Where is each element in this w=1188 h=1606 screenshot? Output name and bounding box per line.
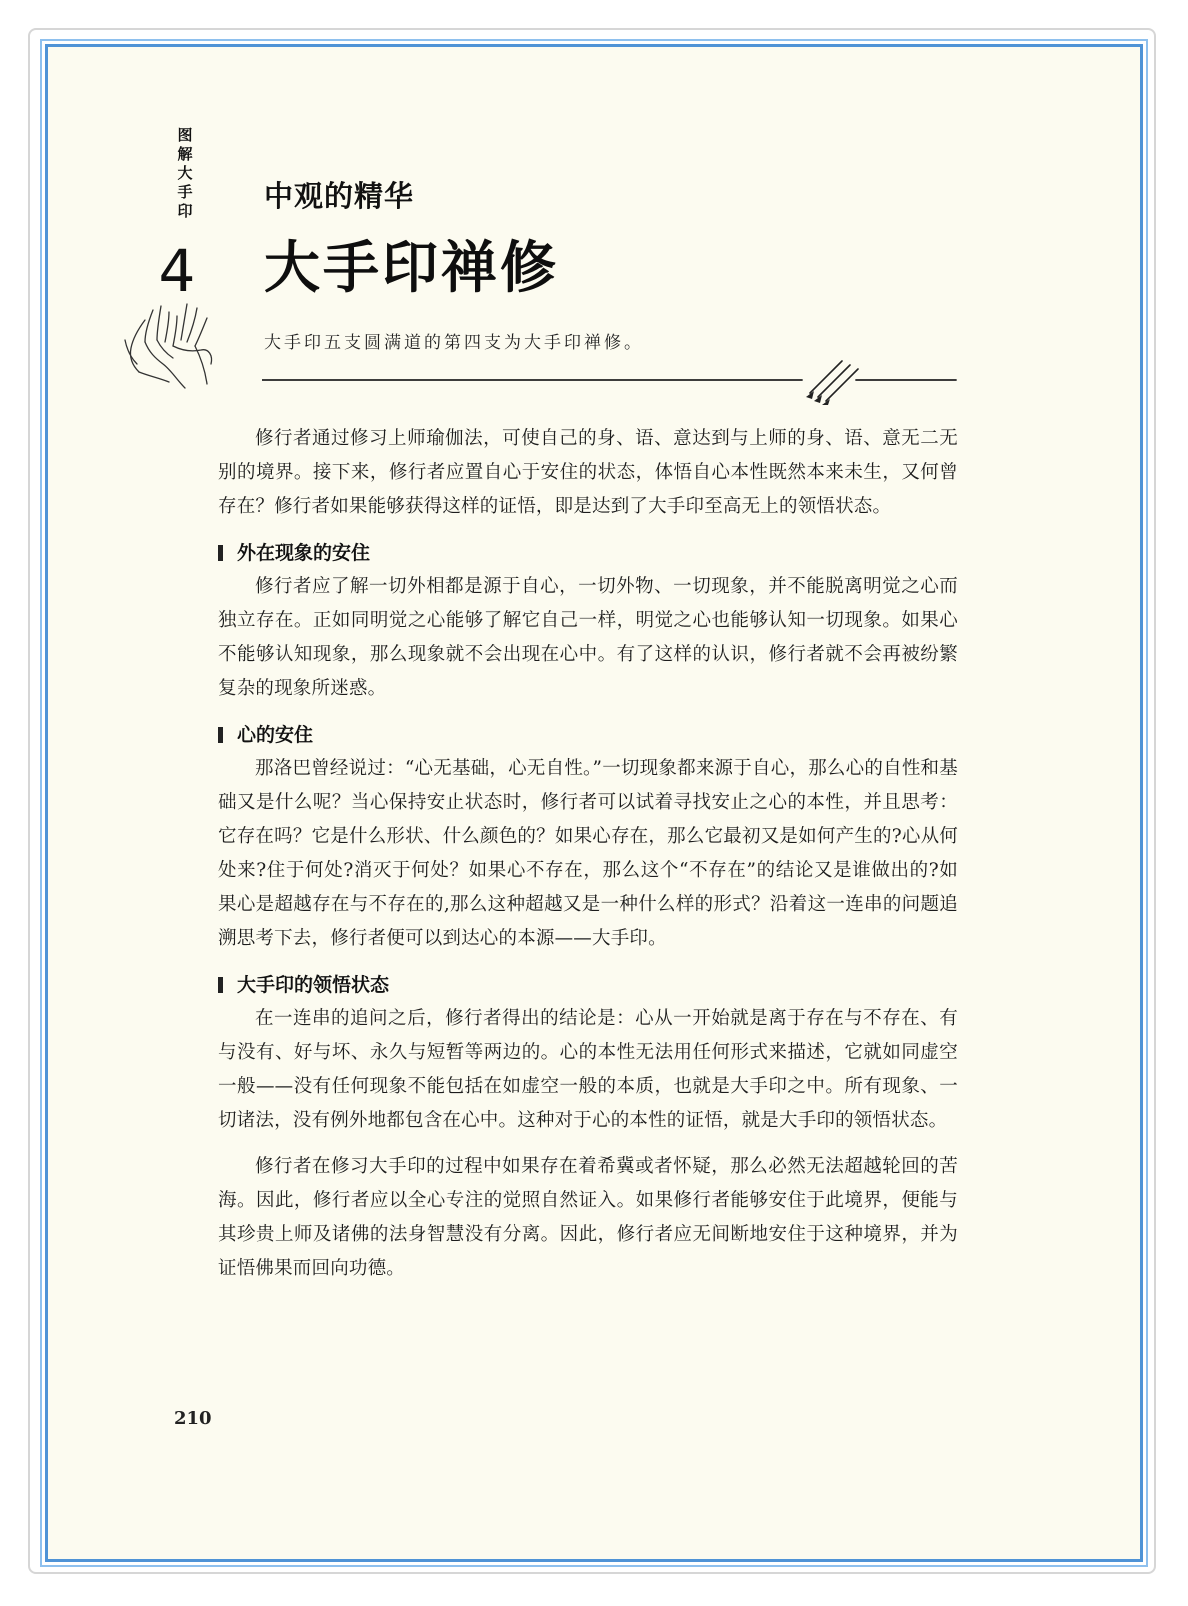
section-heading: 心的安住 (218, 718, 958, 752)
body-content (218, 422, 958, 1286)
intro-text: 大手印五支圆满道的第四支为大手印禅修。 (264, 333, 644, 353)
page-number: 210 (174, 1408, 212, 1429)
body-paragraph: 修行者通过修习上师瑜伽法，可使自己的身、语、意达到与上师的身、语、意无二无别的境界。接下来，修行者应置自心于安住的状态，体悟自心本性既然本来未生，又何曾存在？修行者如果能够获得这样的证悟，即是达到了大手印至高无上的领悟状态。 (218, 428, 958, 517)
section-subtitle: 中观的精华 (264, 179, 415, 213)
heading-bar-icon (218, 977, 223, 993)
page-title: 大手印禅修 (264, 236, 559, 301)
section-heading: 外在现象的安住 (218, 536, 958, 570)
body-paragraph: 在一连串的追问之后，修行者得出的结论是：心从一开始就是离于存在与不存在、有与没有、好与坏、永久与短暂等两边的。心的本性无法用任何形式来描述，它就如同虚空一般——没有任何现象不能包括在如虚空一般的本质，也就是大手印之中。所有现象、一切诸法，没有例外地都包含在心中。这种对于心的本性的证悟，就是大手印的领悟状态。 (218, 1008, 958, 1131)
body-paragraph: 修行者应了解一切外相都是源于自心，一切外物、一切现象，并不能脱离明觉之心而独立存在。正如同明觉之心能够了解它自己一样，明觉之心也能够认知一切现象。如果心不能够认知现象，那么现象就不会出现在心中。有了这样的认识，修行者就不会再被纷繁复杂的现象所迷惑。 (218, 576, 958, 699)
chapter-number: 4 (158, 237, 196, 305)
section-heading: 大手印的领悟状态 (218, 968, 958, 1002)
heading-bar-icon (218, 545, 223, 561)
body-paragraph: 那洛巴曾经说过：“心无基础，心无自性。”一切现象都来源于自心，那么心的自性和基础又是什么呢？当心保持安止状态时，修行者可以试着寻找安止之心的本性，并且思考：它存在吗？它是什么形状、什么颜色的？如果心存在，那么它最初又是如何产生的?心从何处来?住于何处?消灭于何处？如果心不存在，那么这个“不存在”的结论又是谁做出的?如果心是超越存在与不存在的,那么这种超越又是一种什么样的形式？沿着这一连串的问题追溯思考下去，修行者便可以到达心的本源——大手印。 (218, 758, 958, 949)
heading-bar-icon (218, 727, 223, 743)
body-paragraph: 修行者在修习大手印的过程中如果存在着希冀或者怀疑，那么必然无法超越轮回的苦海。因此，修行者应以全心专注的觉照自然证入。如果修行者能够安住于此境界，便能与其珍贵上师及诸佛的法身智慧没有分离。因此，修行者应无间断地安住于这种境界，并为证悟佛果而回向功德。 (218, 1156, 958, 1279)
arrow-divider-icon (262, 355, 958, 405)
book-series-label: 图 解 大 手 印 (177, 126, 193, 220)
praying-hands-icon (115, 292, 225, 392)
